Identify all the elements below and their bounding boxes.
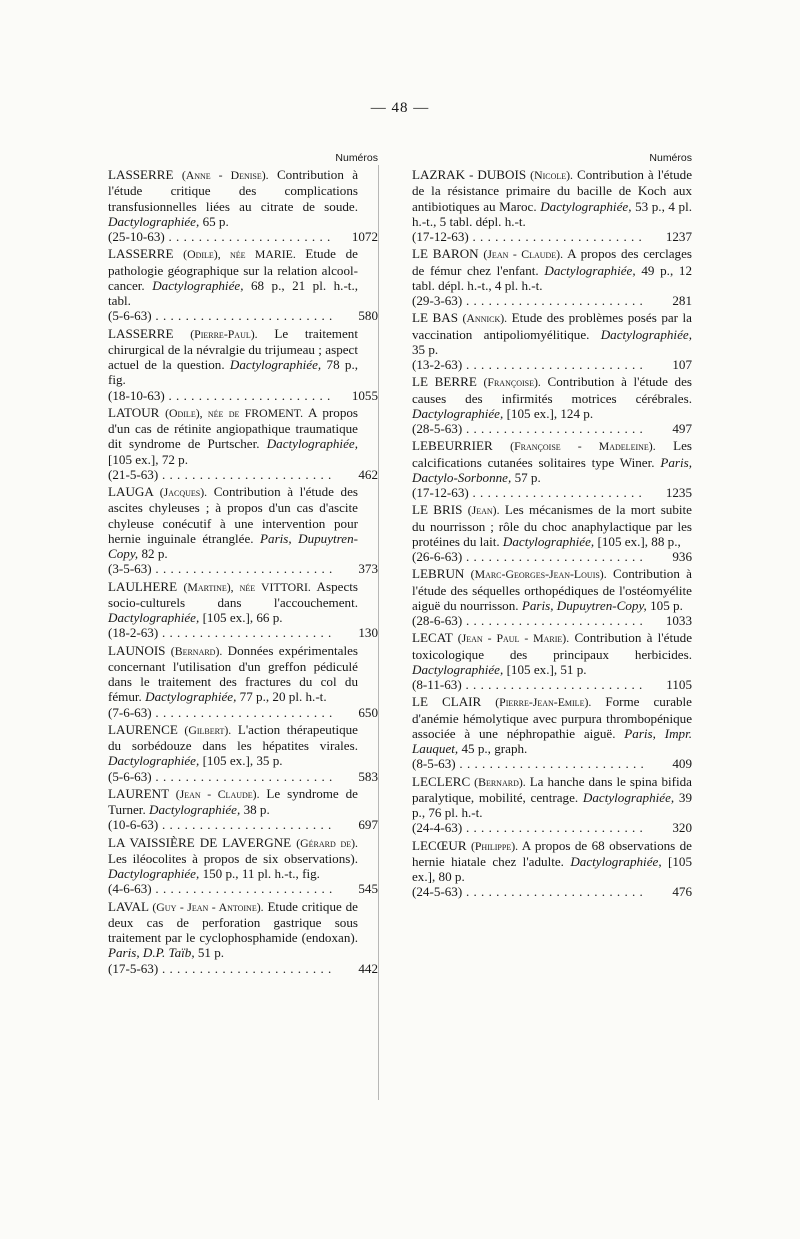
entry-author: LE CLAIR: [412, 694, 482, 710]
bibliography-entry: [412, 566, 692, 628]
entry-title: Les calcifications cutanées solitaires type Winer.: [412, 438, 692, 470]
entry-pages: [105 ex.], 80 p.: [412, 853, 692, 884]
entry-number: 107: [672, 357, 692, 372]
entry-pages: [105 ex.], 88 p.,: [597, 533, 681, 549]
entry-date: (17-12-63) . . .: [412, 229, 644, 244]
entry-list: [108, 167, 378, 976]
entry-date: (24-4-63) . . .: [412, 820, 644, 835]
entry-number: 1033: [665, 613, 692, 628]
entry-title: Données expérimentales concernant l'utilisation d'un greffon pédiculé dans le traitement des fractures du col du fémur.: [108, 642, 359, 705]
entry-date: (7-6-63) . . .: [108, 705, 333, 720]
bibliography-entry: [412, 246, 692, 308]
entry-given-name: (Pierre-Jean-Emile).: [495, 695, 592, 710]
entry-number: 409: [672, 756, 692, 772]
entry-title: La hanche dans le spina bifida paralytique, mobilité, centrage.: [412, 773, 692, 805]
entry-title: Contribution à l'étude des ascites chyleuses ; à propos d'un cas d'ascite chyleuse conécutif à une intervention pour hernie inguinale étranglée.: [108, 484, 358, 546]
entry-publisher: Dactylographiée,: [502, 533, 595, 549]
entry-pages: 77 p., 20 pl. h.-t.: [239, 689, 327, 705]
entry-given-name: (Nicole).: [530, 168, 573, 182]
entry-publisher: Dactylographiée,: [152, 277, 244, 293]
entry-publisher: Dactylographiée,: [145, 689, 237, 705]
entry-author: LECLERC: [412, 773, 471, 789]
entry-publisher: Paris, Dactylo-Sorbonne,: [412, 454, 692, 485]
column-header: Numéros: [335, 152, 378, 164]
entry-given-name: (Annick).: [462, 311, 508, 326]
entry-publisher: Dactylographiée,: [600, 326, 692, 342]
entry-pages: [105 ex.], 51 p.: [506, 661, 587, 677]
entry-pages: 57 p.: [514, 469, 541, 485]
bibliography-entry: [412, 438, 692, 500]
entry-title: Etude de pathologie géographique sur la relation alcool-cancer.: [108, 246, 358, 293]
entry-pages: 65 p.: [202, 213, 229, 229]
entry-number-line: [108, 881, 378, 897]
entry-date: (10-6-63) . . .: [108, 817, 333, 832]
bibliography-entry: [108, 642, 378, 720]
entry-number-line: [108, 466, 378, 482]
entry-number: 373: [358, 561, 378, 577]
entry-title: Le syndrome de Turner.: [108, 785, 358, 817]
entry-number: 320: [672, 820, 692, 836]
entry-number-line: [108, 561, 378, 577]
entry-number-line: [412, 229, 692, 244]
entry-author: LEBRUN: [412, 566, 465, 582]
entry-title: Le traitement chirurgical de la névralgie du trijumeau ; aspect actuel de la question.: [108, 325, 358, 372]
entry-number: 545: [358, 881, 378, 897]
entry-number-line: [412, 677, 692, 692]
entry-author: LAUGA: [108, 484, 154, 499]
entry-author: LAVAL: [108, 898, 149, 914]
entry-given-name: (Martine), née VITTORI.: [183, 579, 311, 594]
entry-number: 497: [672, 421, 692, 436]
entry-date: (8-11-63) . . .: [412, 677, 644, 692]
entry-number-line: [412, 884, 692, 899]
entry-date: (18-2-63) . . .: [108, 625, 333, 640]
entry-publisher: Dactylographiée,: [108, 610, 200, 625]
entry-date: (5-6-63) . . .: [108, 769, 333, 784]
entry-date: (26-6-63) . . .: [412, 549, 644, 564]
entry-given-name: (Philippe).: [470, 838, 519, 853]
entry-date: (3-5-63) . . .: [108, 561, 333, 576]
entry-given-name: (Odile), née MARIE.: [183, 247, 296, 262]
entry-publisher: Dactylographiée,: [540, 198, 632, 214]
entry-title: Aspects socio-culturels dans l'accouchement.: [108, 578, 358, 610]
entry-number-line: [108, 387, 378, 403]
bibliography-entry: [412, 502, 692, 564]
bibliography-entry: [412, 310, 692, 372]
entry-pages: 105 p.: [650, 597, 683, 613]
entry-author: LECAT: [412, 630, 453, 646]
entry-pages: 150 p., 11 pl. h.-t., fig.: [202, 866, 320, 881]
entry-author: LE BRIS: [412, 502, 463, 518]
entry-author: LAUNOIS: [108, 642, 166, 658]
entry-title: Les iléocolites à propos de six observations).: [108, 850, 358, 866]
entry-number: 476: [672, 884, 692, 900]
bibliography-entry: [412, 838, 692, 900]
bibliography-entry: [412, 374, 692, 436]
entry-pages: 35 p.: [412, 341, 439, 357]
entry-publisher: Dactylographiée,: [412, 405, 504, 421]
entry-pages: 38 p.: [243, 802, 270, 817]
entry-title: Contribution à l'étude de la résistance primaire du bacille de Koch aux antibiotiques au Maroc.: [412, 167, 693, 214]
bibliography-entry: [412, 694, 692, 771]
entry-publisher: Paris, Dupuytren-Copy,: [521, 597, 647, 613]
entry-number-line: [108, 817, 378, 833]
bibliography-entry: [108, 167, 378, 244]
entry-publisher: Paris, D.P. Taïb,: [108, 945, 195, 961]
entry-publisher: Dactylographiée,: [570, 853, 662, 869]
entry-publisher: Dactylographiée,: [582, 789, 675, 805]
entry-author: LAURENT: [108, 785, 169, 801]
entry-pages: [105 ex.], 72 p.: [108, 451, 189, 467]
entry-pages: 51 p.: [197, 945, 225, 961]
entry-number: 583: [358, 768, 378, 784]
entry-number: 697: [358, 817, 378, 833]
entry-number-line: [412, 549, 692, 564]
entry-date: (17-5-63) . . .: [108, 961, 333, 976]
entry-number-line: [108, 960, 378, 976]
entry-date: (5-6-63) . . .: [108, 308, 333, 323]
right-column: [412, 150, 692, 902]
entry-given-name: (Gérard de).: [296, 835, 359, 850]
entry-publisher: Dactylographiée,: [229, 357, 322, 372]
entry-list: [412, 167, 692, 900]
entry-title: Contribution à l'étude des séquelles orthopédiques de l'ostéomyélite aiguë du nourrisson.: [412, 566, 692, 613]
entry-date: (24-5-63) . . .: [412, 884, 644, 899]
entry-number-line: [412, 421, 692, 436]
entry-author: LASSERRE: [108, 167, 174, 182]
bibliography-entry: [412, 630, 692, 692]
entry-author: LE BARON: [412, 246, 479, 262]
entry-author: LATOUR: [108, 404, 160, 420]
page-number: — 48 —: [370, 100, 430, 116]
entry-number: 936: [672, 549, 692, 564]
entry-date: (28-5-63) . . .: [412, 421, 644, 436]
entry-date: (8-5-63) . . .: [412, 756, 644, 771]
entry-author: LAULHERE: [108, 578, 178, 594]
bibliography-entry: [108, 785, 378, 833]
left-column: [108, 150, 378, 978]
entry-date: (18-10-63) . . .: [108, 388, 333, 403]
entry-number-line: [108, 625, 378, 641]
entry-number-line: [108, 308, 378, 324]
bibliography-entry: [108, 246, 378, 324]
entry-date: (25-10-63) . . .: [108, 229, 333, 244]
entry-pages: 53 p., 4 pl. h.-t., 5 tabl. dépl. h.-t.: [412, 198, 693, 229]
entry-author: LASSERRE: [108, 246, 174, 262]
entry-publisher: Dactylographiée,: [149, 802, 241, 817]
entry-publisher: Paris, Dupuytren-Copy,: [108, 530, 358, 561]
bibliography-entry: [412, 167, 692, 244]
entry-number-line: [412, 613, 692, 628]
bibliography-entry: [108, 325, 378, 403]
entry-author: LE BERRE: [412, 374, 477, 390]
bibliography-entry: [108, 721, 378, 784]
entry-given-name: (Bernard).: [170, 643, 223, 658]
entry-pages: [105 ex.], 66 p.: [202, 610, 283, 625]
entry-publisher: Dactylographiée,: [412, 661, 504, 677]
entry-title: Forme curable d'anémie hémolytique avec purpura thrombopénique associée à une néphropathie aiguë.: [412, 694, 692, 741]
entry-author: LAZRAK - DUBOIS: [412, 167, 527, 182]
entry-given-name: (Jean - Paul - Marie).: [457, 631, 570, 646]
entry-author: LEBEURRIER: [412, 438, 493, 454]
entry-given-name: (Odile), née de FROMENT.: [165, 405, 304, 420]
entry-number-line: [412, 485, 692, 500]
entry-date: (13-2-63) . . .: [412, 357, 644, 372]
entry-author: LA VAISSIÈRE DE LAVERGNE: [108, 834, 292, 850]
entry-given-name: (Pierre-Paul).: [190, 326, 258, 341]
bibliography-entry: [108, 578, 378, 641]
entry-given-name: (Jacques).: [159, 485, 208, 499]
column-header: Numéros: [649, 152, 692, 164]
entry-pages: [105 ex.], 124 p.: [506, 405, 594, 421]
entry-date: (21-5-63) . . .: [108, 467, 333, 482]
entry-number-line: [412, 820, 692, 835]
entry-date: (28-6-63) . . .: [412, 613, 644, 628]
entry-number-line: [108, 768, 378, 784]
entry-number-line: [412, 293, 692, 308]
entry-given-name: (Guy - Jean - Antoine).: [152, 899, 264, 914]
entry-date: (29-3-63) . . .: [412, 293, 644, 308]
entry-number: 462: [358, 466, 378, 482]
entry-publisher: Dactylographiée,: [266, 436, 358, 452]
entry-date: (4-6-63) . . .: [108, 881, 333, 896]
entry-number: 1235: [665, 485, 692, 500]
column-divider: [378, 165, 379, 1100]
entry-title: Contribution à l'étude critique des complications transfusionnelles liées au citrate de soude.: [108, 167, 359, 214]
entry-author: LE BAS: [412, 310, 458, 326]
entry-pages: [105 ex.], 35 p.: [202, 753, 283, 769]
entry-given-name: (Marc-Georges-Jean-Louis).: [470, 567, 607, 582]
entry-given-name: (Jean - Claude).: [175, 786, 260, 801]
entry-number: 1105: [666, 677, 692, 692]
entry-title: Contribution à l'étude toxicologique des principaux herbicides.: [412, 630, 693, 662]
entry-given-name: (Jean - Claude).: [483, 247, 564, 262]
entry-author: LASSERRE: [108, 325, 174, 341]
entry-title: Etude des problèmes posés par la vaccination antipoliomyélitique.: [412, 310, 692, 342]
entry-title: A propos de 68 observations de hernie hiatale chez l'adulte.: [412, 837, 692, 869]
entry-number: 130: [358, 625, 378, 641]
entry-publisher: Dactylographiée,: [108, 213, 200, 229]
entry-title: L'action thérapeutique du sorbédouze dans les hépatites virales.: [108, 721, 358, 753]
entry-given-name: (Anne - Denise).: [181, 168, 269, 182]
entry-publisher: Dactylographiée,: [108, 866, 200, 881]
entry-number: 1237: [665, 229, 692, 244]
entry-number-line: [108, 229, 378, 244]
entry-publisher: Dactylographiée,: [108, 753, 200, 769]
entry-title: Contribution à l'étude des causes des infirmités motrices cérébrales.: [412, 374, 692, 406]
entry-date: (17-12-63) . . .: [412, 485, 644, 500]
entry-title: A propos d'un cas de rétinite angiopathique traumatique dit syndrome de Purtscher.: [108, 404, 359, 452]
bibliography-entry: [108, 404, 378, 482]
entry-pages: 49 p., 12 tabl. dépl. h.-t., 4 pl. h.-t.: [412, 262, 693, 293]
entry-given-name: (Bernard).: [474, 774, 526, 789]
entry-title: Etude critique de deux cas de perforation gastrique sous traitement par le cyclophosphamide (endoxan).: [108, 898, 358, 945]
entry-pages: 68 p., 21 pl. h.-t., tabl.: [108, 277, 358, 308]
entry-author: LAURENCE: [108, 721, 178, 737]
entry-number-line: [412, 756, 692, 771]
entry-number-line: [412, 357, 692, 372]
entry-given-name: (Françoise - Madeleine).: [510, 439, 656, 454]
entry-given-name: (Gilbert).: [184, 722, 232, 737]
entry-number: 1072: [351, 229, 378, 244]
entry-title: A propos des cerclages de fémur chez l'enfant.: [412, 246, 692, 278]
entry-number: 1055: [351, 387, 378, 403]
entry-title: Les mécanismes de la mort subite du nourrisson ; rôle du choc anaphylactique par les protéines du lait.: [412, 502, 692, 549]
entry-publisher: Dactylographiée,: [544, 262, 636, 278]
bibliography-entry: [108, 898, 378, 976]
entry-number: 442: [358, 960, 378, 976]
bibliography-entry: [108, 484, 378, 577]
entry-number-line: [108, 704, 378, 720]
bibliography-entry: [412, 774, 692, 836]
entry-given-name: (Françoise).: [483, 375, 541, 390]
entry-publisher: Paris, Impr. Lauquet,: [412, 725, 692, 756]
entry-number: 281: [672, 293, 692, 308]
bibliography-entry: [108, 834, 378, 897]
entry-pages: 82 p.: [141, 546, 168, 561]
entry-number: 580: [358, 308, 378, 324]
entry-number: 650: [358, 704, 378, 720]
entry-given-name: (Jean).: [467, 503, 500, 518]
entry-pages: 78 p., fig.: [108, 357, 359, 388]
entry-pages: 39 p., 76 pl. h.-t.: [412, 789, 692, 820]
entry-pages: 45 p., graph.: [461, 741, 528, 756]
entry-author: LECŒUR: [412, 837, 467, 853]
